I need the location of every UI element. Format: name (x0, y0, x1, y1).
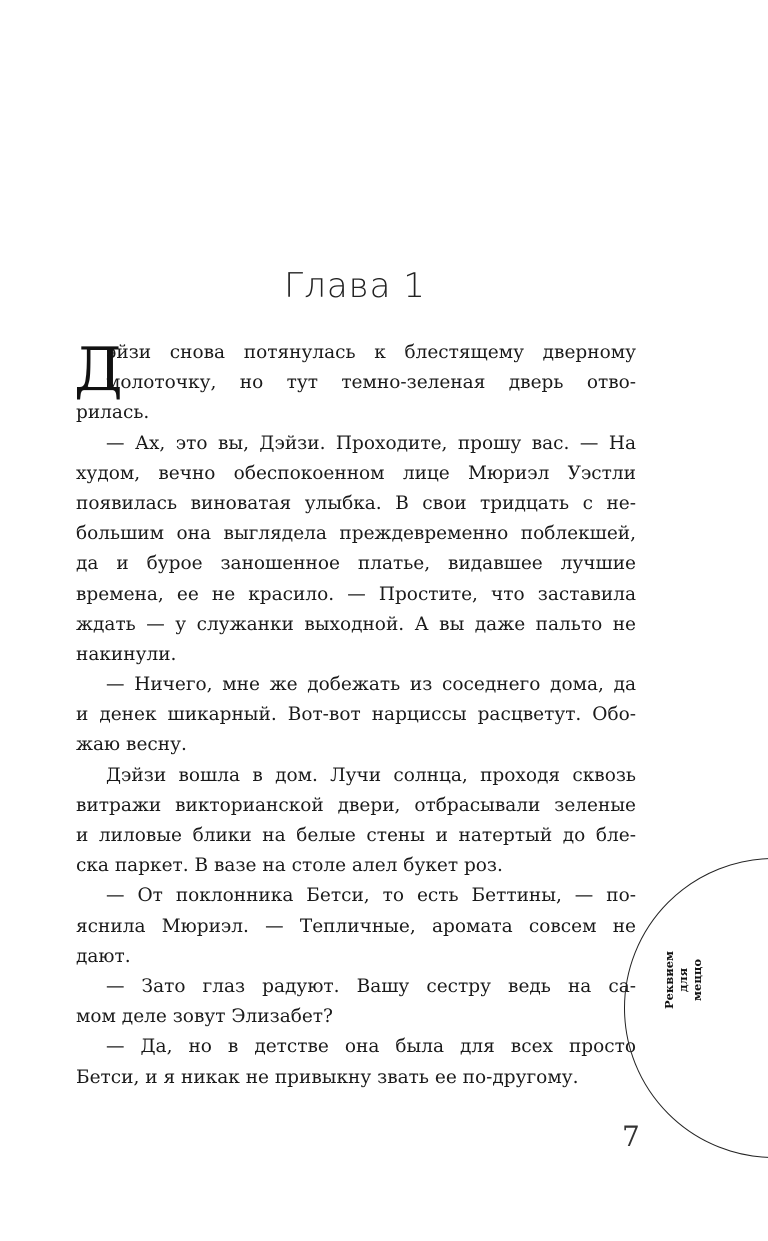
text-line: — Ах, это вы, Дэйзи. Проходите, прошу вас. — На (106, 432, 636, 454)
text-line: накинули. (76, 643, 177, 665)
text-line: — Зато глаз радуют. Вашу сестру ведь на са- (106, 975, 636, 997)
text-line: яснила Мюриэл. — Тепличные, аромата совсем не (76, 915, 636, 937)
text-line: Бетси, и я никак не привыкну звать ее по-другому. (76, 1066, 579, 1088)
tab-label-line: для меццо (676, 959, 704, 1001)
page-number: 7 (622, 1120, 640, 1153)
text-line: худом, вечно обеспокоенном лице Мюриэл Уэстли (76, 462, 636, 484)
section-tab-label (643, 950, 723, 1010)
body-text (74, 335, 636, 1093)
text-line: Дэйзи вошла в дом. Лучи солнца, проходя сквозь (106, 764, 636, 786)
text-line: — Ничего, мне же добежать из соседнего дома, да (106, 674, 636, 696)
chapter-title: Глава 1 (284, 266, 426, 306)
text-line: появилась виноватая улыбка. В свои тридцать с не- (76, 492, 636, 514)
section-tab-circle (624, 858, 768, 1158)
text-line: дают. (76, 945, 131, 967)
text-line: ждать — у служанки выходной. А вы даже пальто не (76, 613, 636, 635)
text-line: витражи викторианской двери, отбрасывали зеленые (76, 794, 636, 816)
text-line: ска паркет. В вазе на столе алел букет роз. (76, 855, 503, 877)
text-line: большим она выглядела преждевременно поблекшей, (76, 523, 636, 545)
text-line: времена, ее не красило. — Простите, что заставила (76, 583, 636, 605)
text-line: и денек шикарный. Вот-вот нарциссы расцветут. Обо- (76, 704, 636, 726)
text-line: рилась. (76, 402, 150, 424)
drop-cap: Д (74, 335, 123, 405)
text-line: — От поклонника Бетси, то есть Беттины, — по- (106, 885, 636, 907)
text-line: жаю весну. (76, 734, 187, 756)
text-line: да и бурое заношенное платье, видавшее лучшие (76, 553, 636, 575)
text-line: мом деле зовут Элизабет? (76, 1006, 333, 1028)
text-line: — Да, но в детстве она была для всех просто (106, 1036, 636, 1058)
tab-label-line: Реквием (662, 950, 676, 1010)
text-line: эйзи снова потянулась к блестящему дверному (106, 342, 636, 363)
text-line: молоточку, но тут темно-зеленая дверь отво- (106, 372, 636, 394)
text-line: и лиловые блики на белые стены и натертый до бле- (76, 825, 636, 846)
